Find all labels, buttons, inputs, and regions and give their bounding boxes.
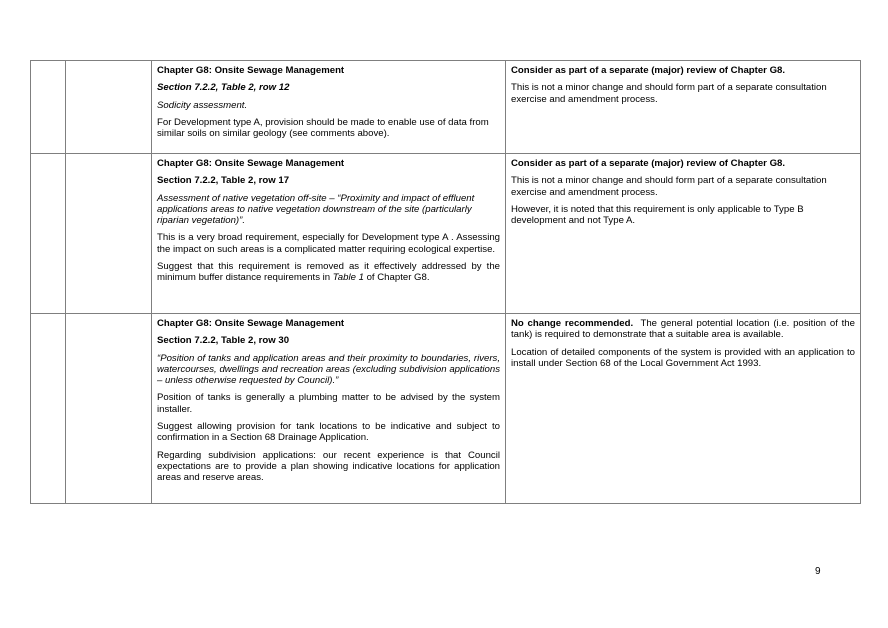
issue-suggestion	[157, 261, 500, 284]
table-row	[31, 154, 861, 314]
suggestion-text: Suggest that this requirement is removed as it effectively addressed by the minimum buffer distance requirements in	[157, 261, 500, 284]
empty-cell	[66, 154, 152, 314]
empty-cell	[31, 314, 66, 504]
response-paragraph	[511, 318, 855, 341]
issue-note: Regarding subdivision applications: our recent experience is that Council expectations are to provide a plan showing indicative locations for application areas and reserve areas.	[157, 449, 500, 484]
table-row	[31, 61, 861, 154]
section-reference: Section 7.2.2, Table 2, row 30	[157, 335, 290, 347]
response-note: However, it is noted that this requirement is only applicable to Type B development and not Type A.	[511, 203, 804, 227]
empty-cell	[31, 61, 66, 154]
response-text: This is not a minor change and should form part of a separate consultation exercise and amendment process.	[511, 175, 827, 198]
submissions-table	[30, 60, 861, 504]
issue-topic: Assessment of native vegetation off-site – “Proximity and impact of effluent applications areas to native vegetation downstream of the site (particularly riparian vegetation)”.	[157, 192, 475, 227]
section-reference: Section 7.2.2, Table 2, row 17	[157, 175, 290, 187]
issue-cell	[152, 61, 506, 154]
table-row	[31, 314, 861, 504]
response-heading: Consider as part of a separate (major) review of Chapter G8.	[511, 158, 786, 169]
issue-topic: Sodicity assessment.	[157, 99, 248, 111]
section-reference: Section 7.2.2, Table 2, row 12	[157, 82, 290, 94]
response-text: The general potential location (i.e. position of the tank) is required to demonstrate that a suitable area is available.	[511, 318, 855, 341]
empty-cell	[31, 154, 66, 314]
response-text: This is not a minor change and should form part of a separate consultation exercise and amendment process.	[511, 82, 827, 105]
table-reference: Table 1	[332, 272, 364, 284]
issue-suggestion: Suggest allowing provision for tank locations to be indicative and subject to confirmation in a Section 68 Drainage Application.	[157, 421, 500, 444]
empty-cell	[66, 314, 152, 504]
chapter-title: Chapter G8: Onsite Sewage Management	[157, 158, 345, 169]
empty-cell	[66, 61, 152, 154]
issue-comment: For Development type A, provision should be made to enable use of data from similar soils on similar geology (see comments above).	[157, 116, 489, 140]
response-cell	[506, 154, 861, 314]
issue-topic: “Position of tanks and application areas and their proximity to boundaries, rivers, watercourses, dwellings and recreation areas (excluding subdivision applications – unless otherwise requested by Council).”	[157, 352, 500, 387]
response-note: Location of detailed components of the system is provided with an application to install under Section 68 of the Local Government Act 1993.	[511, 346, 855, 369]
issue-comment: Position of tanks is generally a plumbing matter to be advised by the system installer.	[157, 392, 500, 415]
chapter-title: Chapter G8: Onsite Sewage Management	[157, 318, 345, 329]
response-heading: Consider as part of a separate (major) review of Chapter G8.	[511, 65, 786, 76]
chapter-title: Chapter G8: Onsite Sewage Management	[157, 65, 345, 76]
issue-cell	[152, 314, 506, 504]
response-cell	[506, 314, 861, 504]
response-cell	[506, 61, 861, 154]
suggestion-text-end: of Chapter G8.	[363, 272, 430, 284]
issue-cell	[152, 154, 506, 314]
response-heading: No change recommended.	[511, 318, 634, 329]
page-number: 9	[815, 566, 821, 577]
issue-comment: This is a very broad requirement, especially for Development type A . Assessing the impact on such areas is a complicated matter requiring ecological expertise.	[157, 232, 500, 255]
